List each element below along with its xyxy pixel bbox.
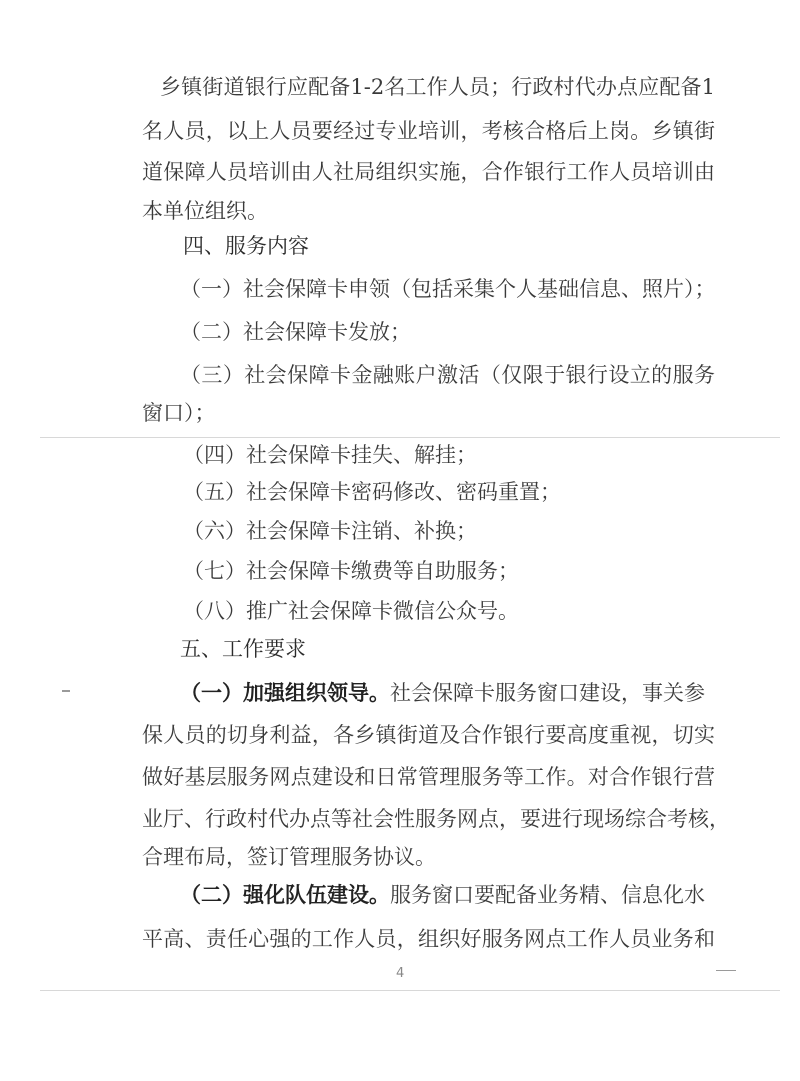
- paragraph-text: 服务窗口要配备业务精、信息化水: [390, 883, 705, 907]
- subsection-title: （二）强化队伍建设。: [180, 883, 390, 907]
- paragraph-line: 合理布局，签订管理服务协议。: [142, 845, 436, 869]
- paragraph-line: 保人员的切身利益，各乡镇街道及合作银行要高度重视，切实: [142, 723, 715, 747]
- section-heading: 五、工作要求: [180, 637, 306, 661]
- scan-fold-line: [40, 990, 780, 991]
- scan-mark: [62, 690, 70, 692]
- list-item: （四）社会保障卡挂失、解挂；: [183, 443, 477, 467]
- page-number: 4: [396, 966, 405, 981]
- paragraph-line: 乡镇街道银行应配备1-2名工作人员；行政村代办点应配备1: [160, 75, 715, 99]
- paragraph-line: 做好基层服务网点建设和日常管理服务等工作。对合作银行营: [142, 765, 715, 789]
- list-item: （三）社会保障卡金融账户激活（仅限于银行设立的服务: [180, 363, 715, 387]
- scan-mark: [716, 970, 736, 971]
- list-item: （六）社会保障卡注销、补换；: [183, 519, 477, 543]
- list-item: （七）社会保障卡缴费等自助服务；: [183, 559, 519, 583]
- scan-fold-line: [40, 437, 780, 438]
- paragraph-line: 业厅、行政村代办点等社会性服务网点，要进行现场综合考核，: [142, 807, 730, 831]
- paragraph-line: 平高、责任心强的工作人员，组织好服务网点工作人员业务和: [142, 927, 715, 951]
- list-item: （五）社会保障卡密码修改、密码重置；: [183, 480, 561, 504]
- list-item-continuation: 窗口）；: [142, 401, 216, 425]
- paragraph-line: 名人员，以上人员要经过专业培训，考核合格后上岗。乡镇街: [142, 119, 715, 143]
- paragraph-line: 道保障人员培训由人社局组织实施，合作银行工作人员培训由: [142, 160, 715, 184]
- list-item: （一）社会保障卡申领（包括采集个人基础信息、照片）；: [180, 277, 716, 301]
- section-heading: 四、服务内容: [183, 234, 309, 258]
- list-item: （二）社会保障卡发放；: [180, 320, 411, 344]
- list-item: （八）推广社会保障卡微信公众号。: [183, 599, 519, 623]
- paragraph-line: 本单位组织。: [142, 199, 268, 223]
- paragraph-text: 社会保障卡服务窗口建设，事关参: [390, 681, 705, 705]
- paragraph-line: [180, 880, 715, 910]
- subsection-title: （一）加强组织领导。: [180, 681, 390, 705]
- paragraph-line: [180, 678, 715, 708]
